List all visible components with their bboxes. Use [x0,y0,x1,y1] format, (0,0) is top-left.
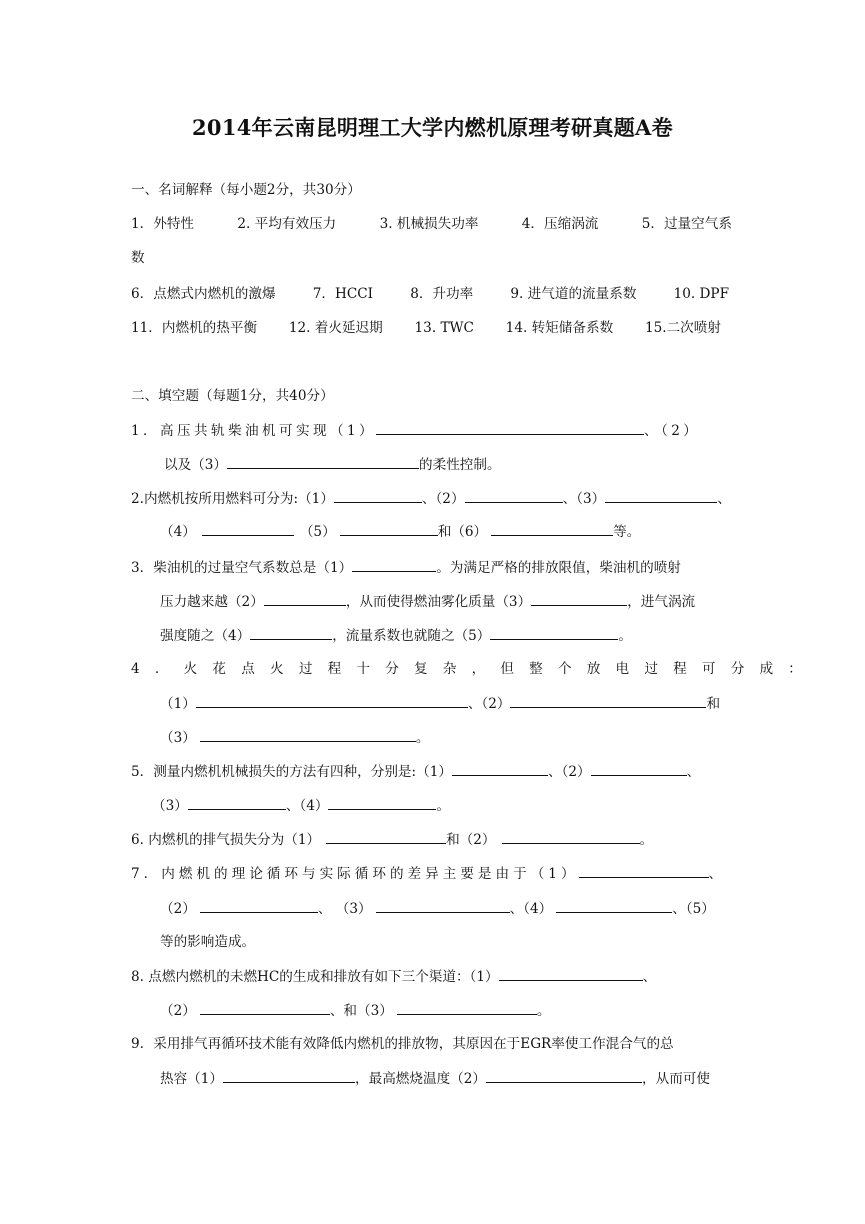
q2-text: 和（6） [437,524,488,540]
q9-text: 热容（1） [160,1071,224,1087]
term-item: 3. 机械损失功率 [379,216,479,232]
q3-text: 强度随之（4） [160,628,251,644]
q4-text: 、（2） [467,696,511,712]
q1-text: 的柔性控制。 [419,457,501,473]
q8-text: 、 [642,969,657,985]
q2-text: （4） [160,524,196,540]
answer-blank[interactable] [465,488,563,503]
q8-line-2 [160,1000,550,1021]
answer-blank[interactable] [499,966,643,981]
answer-blank[interactable] [200,898,318,913]
q7-text: 、 [708,866,727,882]
q8-text: 、和（3） [329,1003,393,1019]
q5-text: （3） [152,798,188,814]
answer-blank[interactable] [376,898,510,913]
q5-text: 、 [686,764,701,780]
q6-line-1 [131,829,653,850]
term-item: 12. 着火延迟期 [288,320,383,336]
q4-text: 。 [415,730,430,746]
terms-row-4 [131,318,721,338]
q2-text: 、 [717,491,731,507]
q1-text: 1．高压共轨柴油机可实现（1） [131,423,377,439]
q3-text: ，流量系数也就随之（5） [332,628,491,644]
q3-text: 。 [618,628,632,644]
section-heading-terms: 一、名词解释（每小题2分，共30分） [131,182,361,198]
answer-blank[interactable] [223,1068,355,1083]
q1-line-2 [164,454,501,475]
q2-text: （5） [299,524,336,540]
answer-blank[interactable] [376,420,644,435]
terms-row-2: 数 [131,250,145,266]
q8-text: 8. 点燃内燃机的未燃HC的生成和排放有如下三个渠道：（1） [131,969,499,985]
q5-text: 、（4） [285,798,329,814]
q2-text: 、（3） [562,491,606,507]
q7-text: 7．内燃机的理论循环与实际循环的差异主要是由于（1） [131,866,579,882]
answer-blank[interactable] [491,521,613,536]
answer-blank[interactable] [605,488,717,503]
q8-text: 。 [536,1003,551,1019]
answer-blank[interactable] [334,488,422,503]
q4-text: 和 [706,696,721,712]
answer-blank[interactable] [397,1000,537,1015]
q4-text: （3） [160,730,196,746]
answer-blank[interactable] [326,829,446,844]
q4-line-2 [160,693,720,714]
q2-text: 、（2） [421,491,465,507]
q2-line-1 [131,488,731,509]
q6-text: 和（2） [446,832,496,848]
q2-text: 2.内燃机按所用燃料可分为:（1） [131,491,334,507]
term-item: 4．压缩涡流 [521,216,599,232]
answer-blank[interactable] [200,1000,330,1015]
q9-line-1: 9．采用排气再循环技术能有效降低内燃机的排放物，其原因在于EGR率使工作混合气的总 [131,1036,674,1052]
term-item: 5．过量空气系 [641,216,732,232]
q5-line-2 [152,795,450,816]
term-item: 14. 转矩储备系数 [505,320,614,336]
term-item: 1．外特性 [131,216,195,232]
answer-blank[interactable] [227,454,419,469]
q7-text: 、（4） [509,901,553,917]
q7-line-3: 等的影响造成。 [160,934,256,950]
answer-blank[interactable] [202,521,294,536]
q4-line-1: 4．火花点火过程十分复杂，但整个放电过程可分成： [131,661,818,677]
q3-text: 。为满足严格的排放限值，柴油机的喷射 [436,560,681,576]
answer-blank[interactable] [452,761,548,776]
q9-text: ，最高燃烧温度（2） [355,1071,487,1087]
answer-blank[interactable] [486,1068,642,1083]
q8-text: （2） [160,1003,196,1019]
q7-line-2 [160,898,715,919]
answer-blank[interactable] [340,521,438,536]
q6-text: 。 [639,832,654,848]
q9-text: ，从而可使 [642,1071,710,1087]
q7-line-1 [131,863,726,884]
answer-blank[interactable] [196,693,468,708]
answer-blank[interactable] [200,727,416,742]
term-item: 9. 进气道的流量系数 [510,286,637,302]
term-item: 11．内燃机的热平衡 [131,320,258,336]
term-item: 8．升功率 [410,286,474,302]
q1-line-1 [131,420,700,441]
answer-blank[interactable] [264,591,346,606]
q3-text: 压力越来越（2） [160,594,264,610]
answer-blank[interactable] [250,625,332,640]
q9-line-2 [160,1068,710,1089]
page-title: 2014年云南昆明理工大学内燃机原理考研真题A卷 [192,115,673,140]
answer-blank[interactable] [502,829,640,844]
q3-text: 3．柴油机的过量空气系数总是（1） [131,560,353,576]
q5-text: 5．测量内燃机机械损失的方法有四种，分别是:（1） [131,764,452,780]
q2-line-2 [160,521,640,542]
terms-row-1 [131,214,732,234]
q3-text: ，从而使得燃油雾化质量（3） [345,594,532,610]
q3-line-1 [131,557,681,578]
term-item: 10. DPF [673,286,729,302]
term-item: 15.二次喷射 [644,320,721,336]
q3-text: ，进气涡流 [627,594,696,610]
answer-blank[interactable] [556,898,672,913]
terms-row-3 [131,284,729,304]
q7-text: （2） [160,901,196,917]
term-item: 13. TWC [414,320,474,336]
section-heading-fill: 二、填空题（每题1分，共40分） [131,388,334,404]
q4-line-3 [160,727,429,748]
answer-blank[interactable] [490,625,618,640]
answer-blank[interactable] [352,557,436,572]
q8-line-1 [131,966,656,987]
q7-text: 、（5） [672,901,715,917]
q7-text: 、 （3） [317,901,372,917]
term-item: 2. 平均有效压力 [237,216,337,232]
q6-text: 6. 内燃机的排气损失分为（1） [131,832,321,848]
term-item: 7．HCCI [312,286,374,302]
answer-blank[interactable] [591,761,687,776]
answer-blank[interactable] [188,795,286,810]
q1-text: 以及（3） [164,457,228,473]
q5-line-1 [131,761,700,782]
q4-text: （1） [160,696,196,712]
answer-blank[interactable] [579,863,709,878]
q1-text: 、（2） [644,423,701,439]
q3-line-3 [160,625,632,646]
q5-text: 。 [436,798,451,814]
answer-blank[interactable] [531,591,627,606]
q3-line-2 [160,591,695,612]
answer-blank[interactable] [510,693,706,708]
q2-text: 等。 [613,524,641,540]
term-item: 6．点燃式内燃机的激爆 [131,286,276,302]
q5-text: 、（2） [547,764,591,780]
answer-blank[interactable] [328,795,436,810]
